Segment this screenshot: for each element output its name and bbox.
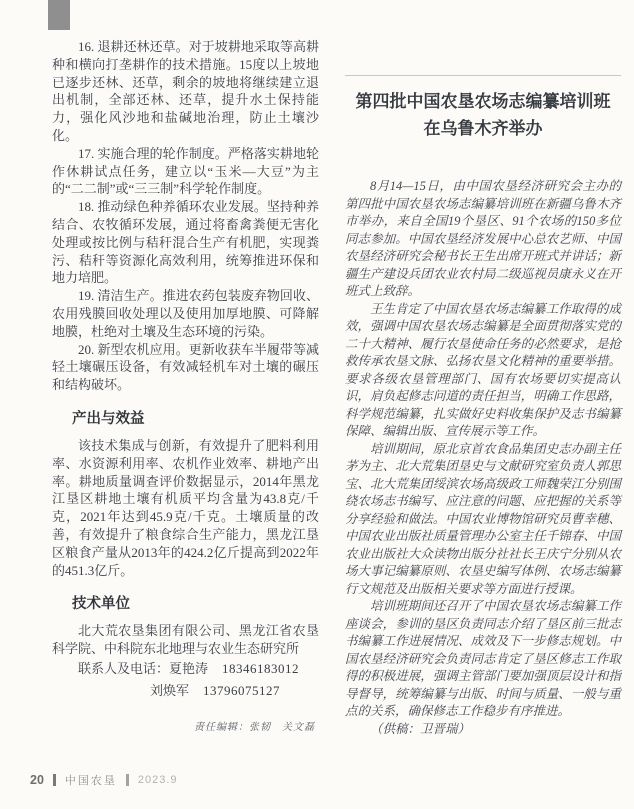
footer-issue: 2023.9 bbox=[137, 774, 178, 786]
footer-magazine-name: 中国农垦 bbox=[64, 775, 117, 787]
contact-line-1 bbox=[52, 658, 319, 680]
article-divider bbox=[345, 75, 621, 76]
page-edge-marker bbox=[48, 0, 70, 30]
article-title bbox=[345, 88, 621, 142]
page-footer bbox=[30, 772, 178, 788]
contact-name-2: 刘焕军 bbox=[150, 682, 190, 698]
footer-separator-bar-1 bbox=[53, 774, 56, 786]
contact-label: 联系人及电话： bbox=[78, 660, 170, 676]
contact-line-2 bbox=[52, 680, 319, 702]
article-body bbox=[345, 178, 621, 738]
left-column bbox=[52, 30, 319, 733]
article-paragraph-4: 培训班期间还召开了中国农垦农场志编纂工作座谈会，参训的垦区负责同志介绍了垦区前三批志书编纂工作进展情况、成效及下一步修志规划。中国农垦经济研究会负责同志肯定了垦区修志工作取得的积极进展，强调主管部门要加强顶层设计和指导督导，统筹编纂与出版、时间与质量、一般与重点的关系，确保修志工作稳步有序推进。 bbox=[345, 599, 621, 718]
technical-units-paragraph: 北大荒农垦集团有限公司、黑龙江省农垦科学院、中科院东北地理与农业生态研究所 bbox=[52, 623, 319, 657]
footer-page-number: 20 bbox=[30, 773, 44, 787]
technique-item-20: 20. 新型农机应用。更新收获车半履带等减轻土壤碾压设备，有效减轻机车对土壤的碾压和结构破坏。 bbox=[52, 341, 319, 393]
footer-separator-bar-2 bbox=[126, 774, 129, 786]
editor-note: 责任编辑：张韧 关文磊 bbox=[194, 721, 315, 733]
section-heading-technical-units: 技术单位 bbox=[72, 596, 130, 613]
article-attribution: （供稿：卫晋瑞） bbox=[370, 721, 471, 736]
right-column bbox=[345, 0, 621, 738]
contact-phone-2: 13796075127 bbox=[203, 682, 281, 698]
section-heading-output-benefits: 产出与效益 bbox=[72, 410, 145, 427]
technique-item-19: 19. 清洁生产。推进农药包装废弃物回收、农用残膜回收处理以及使用加厚地膜、可降解地膜，杜绝对土壤及生态环境的污染。 bbox=[52, 288, 319, 339]
technique-item-18: 18. 推动绿色种养循环农业发展。坚持种养结合、农牧循环发展，通过将畜禽粪便无害化处理或按比例与秸秆混合生产有机肥，实现粪污、秸秆等资源化高效利用，统筹推进环保和地力培肥。 bbox=[52, 199, 319, 286]
article-paragraph-1: 8月14—15日，由中国农垦经济研究会主办的第四批中国农垦农场志编纂培训班在新疆乌鲁木齐市举办，来自全国19个垦区、91个农场的150多位同志参加。中国农垦经济发展中心总农艺师、中国农垦经济研究会秘书长王生出席开班式并讲话；新疆生产建设兵团农业农村局二级巡视员康永义在开班式上致辞。 bbox=[345, 179, 621, 298]
article-paragraph-2: 王生肯定了中国农垦农场志编纂工作取得的成效，强调中国农垦农场志编纂是全面贯彻落实党的二十大精神、履行农垦使命任务的必然要求，是抢救传承农垦文脉、弘扬农垦文化精神的重要举措。要求各级农垦管理部门、国有农场要切实提高认识，肩负起修志问道的责任担当，明确工作思路，科学规范编纂，扎实做好史料收集保护及志书编纂保障、编辑出版、宣传展示等工作。 bbox=[345, 301, 621, 438]
article-paragraph-3: 培训期间，原北京首农食品集团史志办副主任茅为主、北大荒集团垦史与文献研究室负责人郭思宝、北大荒集团绥滨农场高级政工师魏荣江分别围绕农场志书编写、应注意的问题、应把握的关系等分享经验和做法。中国农业博物馆研究员曹幸穗、中国农业出版社质量管理办公室主任千锦春、中国农业出版社大众读物出版分社社长王庆宁分别从农场大事记编纂原则、农垦史编写体例、农场志编纂行文规范及出版相关要求等方面进行授课。 bbox=[345, 441, 621, 596]
contact-phone-1: 18346183012 bbox=[222, 660, 300, 676]
technique-item-16: 16. 退耕还林还草。对于坡耕地采取等高耕种和横向打垄耕作的技术措施。15度以上坡地已逐步还林、还草，剩余的坡地将继续建立退出机制，全部还林、还草，提升水土保持能力，强化风沙地和盐碱地治理，防止土壤沙化。 bbox=[52, 39, 319, 143]
contact-name-1: 夏艳涛 bbox=[169, 660, 209, 676]
technique-item-17: 17. 实施合理的轮作制度。严格落实耕地轮作休耕试点任务，建立以“玉米—大豆”为主的“二二制”或“三三制”科学轮作制度。 bbox=[52, 145, 319, 197]
article-title-line1: 第四批中国农垦农场志编纂培训班 bbox=[355, 92, 611, 111]
article-title-line2: 在乌鲁木齐举办 bbox=[423, 119, 543, 138]
output-benefits-paragraph: 该技术集成与创新，有效提升了肥料利用率、水资源利用率、农机作业效率、耕地产出率。耕地质量调查评价数据显示，2014年黑龙江垦区耕地土壤有机质平均含量为43.8克/千克，2021年达到45.9克/千克。土壤质量的改善，有效提升了粮食综合生产能力，黑龙江垦区粮食产量从2013年的424.2亿斤提高到2022年的451.3亿斤。 bbox=[52, 437, 319, 578]
